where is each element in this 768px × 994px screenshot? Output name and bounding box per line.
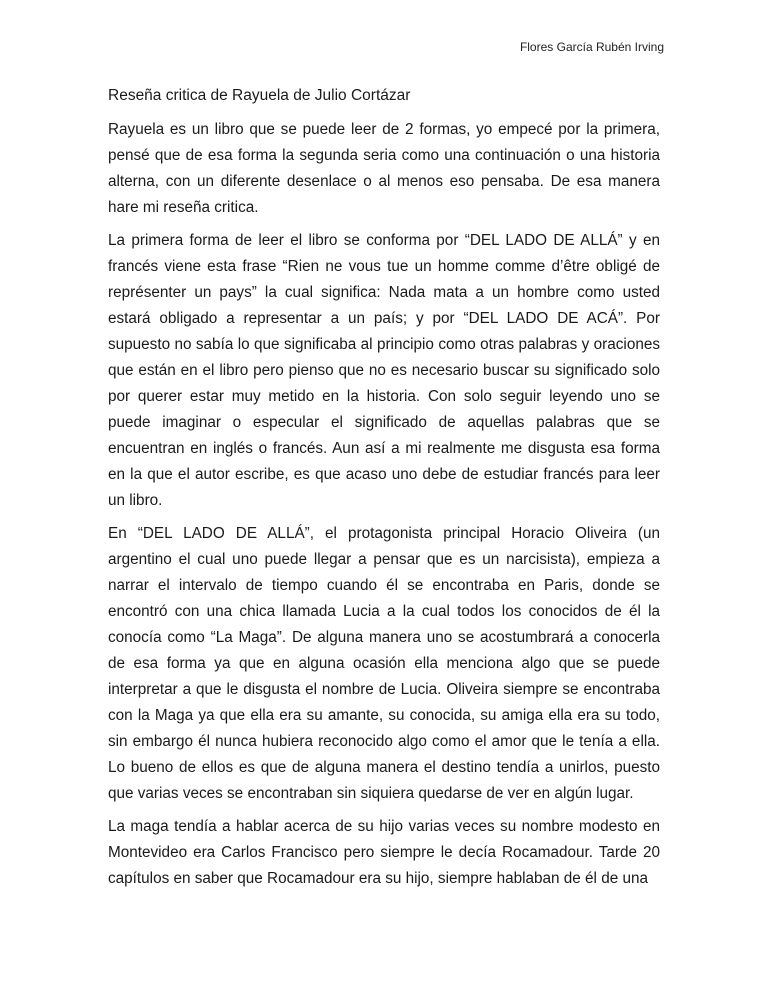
- document-title: Reseña critica de Rayuela de Julio Cortázar: [108, 87, 411, 104]
- document-body: [108, 83, 660, 899]
- paragraph-3: En “DEL LADO DE ALLÁ”, el protagonista principal Horacio Oliveira (un argentino el cual uno puede llegar a pensar que es un narcisista), empieza a narrar el intervalo de tiempo cuando él se encontraba en Paris, donde se encontró con una chica llamada Lucia a la cual todos los conocidos de él la conocía como “La Maga”. De alguna manera uno se acostumbrará a conocerla de esa forma ya que en alguna ocasión ella menciona algo que se puede interpretar a que le disgusta el nombre de Lucia. Oliveira siempre se encontraba con la Maga ya que ella era su amante, su conocida, su amiga ella era su todo, sin embargo él nunca hubiera reconocido algo como el amor que le tenía a ella. Lo bueno de ellos es que de alguna manera el destino tendía a unirlos, puesto que varias veces se encontraban sin siquiera quedarse de ver en algún lugar.: [108, 525, 660, 802]
- header-author: Flores García Rubén Irving: [519, 40, 664, 54]
- paragraph-2: La primera forma de leer el libro se conforma por “DEL LADO DE ALLÁ” y en francés viene esta frase “Rien ne vous tue un homme comme d’être obligé de représenter un pays” la cual significa: Nada mata a un hombre como usted estará obligado a representar a un país; y por “DEL LADO DE ACÁ”. Por supuesto no sabía lo que significaba al principio como otras palabras y oraciones que están en el libro pero pienso que no es necesario buscar su significado solo por querer estar muy metido en la historia. Con solo seguir leyendo uno se puede imaginar o especular el significado de aquellas palabras que se encuentran en inglés o francés. Aun así a mi realmente me disgusta esa forma en la que el autor escribe, es que acaso uno debe de estudiar francés para leer un libro.: [108, 232, 660, 509]
- paragraph-4: La maga tendía a hablar acerca de su hijo varias veces su nombre modesto en Montevideo era Carlos Francisco pero siempre le decía Rocamadour. Tarde 20 capítulos en saber que Rocamadour era su hijo, siempre hablaban de él de una: [108, 818, 660, 887]
- paragraph-1: Rayuela es un libro que se puede leer de 2 formas, yo empecé por la primera, pensé que de esa forma la segunda seria como una continuación o una historia alterna, con un diferente desenlace o al menos eso pensaba. De esa manera hare mi reseña critica.: [108, 121, 660, 216]
